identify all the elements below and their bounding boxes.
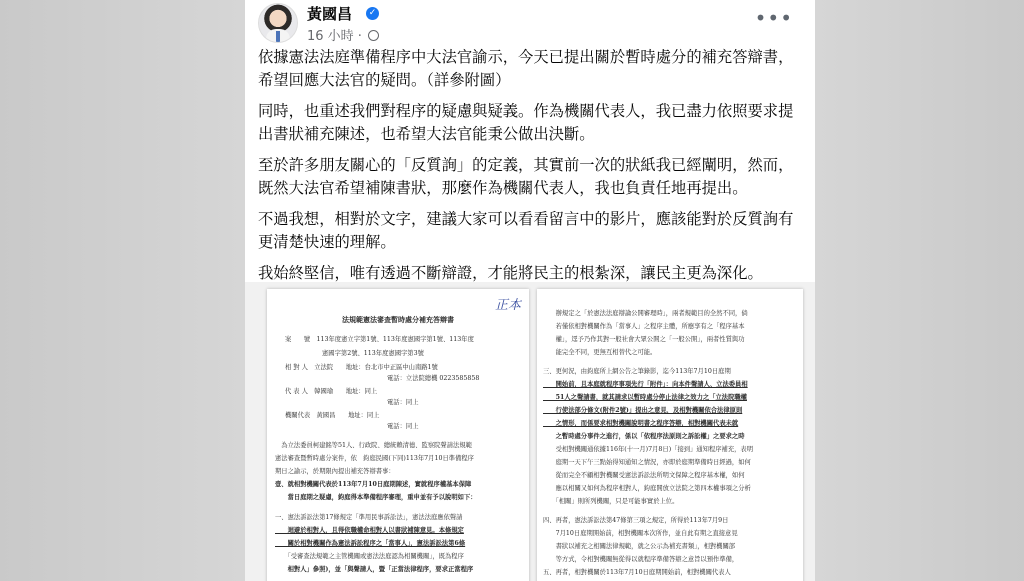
doc-row: 憲國字第2號、113年度憲國字第3號 [322,350,424,357]
doc-line: 7月10日庭期開始前，相對機關本次所作，並自此有期之直接意見 [543,530,738,537]
doc-line: 等方式，令相對機關無從得以就程序準備答辯之意旨以預作準備， [543,556,739,563]
doc-row: 電話：立法院總機 0223585858 [387,375,480,382]
post-text [258,46,803,293]
verified-badge-icon: ✓ [366,7,379,20]
post-paragraph: 同時，也重述我們對程序的疑慮與疑義。作為機關代表人，我已盡力依照要求提出書狀補充陳述，也希望大法官能秉公做出決斷。 [258,102,794,143]
doc-row: 機關代表 黃國昌 地址：同上 [285,412,380,419]
doc-line: 關於相對機關作為憲法訴訟程序之「當事人」，憲法訴訟法第6條 [275,540,466,547]
doc-line: 期日之諭示，於期限內提出補充答辯書事： [275,468,395,475]
avatar[interactable] [258,3,298,43]
doc-line: 憲法審查暨暫時處分案件，依 鈞庭民國(下同)113年7月10日準備程序 [275,455,474,462]
doc-line: 相對人」參照)，並「與聲請人，暨「正當法律程序，要求正當程序 [275,566,474,573]
doc-row: 電話：同上 [387,423,419,430]
post-paragraph: 依據憲法法庭準備程序中大法官諭示，今天已提出關於暫時處分的補充答辯書，希望回應大法官的疑問。（詳參附圖） [258,48,794,89]
doc-line: 開始前，且本庭就程序事項先行「附件」：向本件聲請人、立法委員相 [543,381,748,388]
globe-icon [368,30,379,41]
doc-line: 壹、就相對機關代表於113年7月10日庭期陳述，實就程序權基本保障 [275,481,472,488]
post-time[interactable]: 16 小時 · [307,25,379,44]
doc-line: 迴避於相對人，且得依職權命相對人以書狀補陳意見。本條規定 [275,527,464,534]
doc-row: 案 號 113年度憲立字第1號、113年度憲國字第1號、113年度 [285,336,474,343]
doc-line: 之暫時處分事件之進行，係以「依程序法原則之訴訟權」之要求之時 [543,433,745,440]
doc-line: 辦規定之「於憲法法庭辯論公開審理時」，兩者規範目的全然不同，倘 [543,310,748,317]
post-paragraph: 我始終堅信，唯有透過不斷辯證，才能將民主的根紮深，讓民主更為深化。 [258,264,763,282]
background-left [0,0,245,581]
doc-line: 能完全不同，更無互相替代之可能。 [543,349,657,356]
doc-row: 代 表 人 韓國瑜 地址：同上 [285,388,378,395]
doc-line: 五、再者，相對機關於113年7月10日庭期開始前，相對機關代表人 [543,569,731,576]
doc-line: 當日庭期之疑慮，鈞庭得本準備程序審理，重申並有予以說明如下： [275,494,477,501]
document-title: 法規範憲法審查暫時處分補充答辯書 [342,315,454,324]
doc-line: 三、更何況，由鈞庭所上網公告之筆錄影，迄今113年7月10日庭期 [543,368,731,375]
background-right [814,0,1024,581]
stamp: 正本 [495,298,522,313]
doc-line: 庭期一天下午三點始得知通知之情況，亦即於庭期準備時日經過，如何 [543,459,751,466]
post-paragraph: 不過我想，相對於文字，建議大家可以看看留言中的影片，應該能對於反質詢有更清楚快速的理解。 [258,210,794,251]
doc-line: 應以相關又如何為程序相對人，鈞庭開放立法院之第四本權事項之分析 [543,485,751,492]
doc-row: 電話：同上 [387,399,419,406]
doc-line: 若僅依相對機關作為「當事人」之程序主體，所應享有之「程序基本 [543,323,745,330]
doc-line: 受相對機關通依據116年(十一月)7月8日)「接到」通知程序補充，表明 [543,446,754,453]
document-page-2[interactable] [537,289,803,581]
doc-line: 權」，逕予乃作其對一般社會大眾公開之「一般公開」，兩者性質與功 [543,336,745,343]
doc-line: 之情形，而係要求相對機關說明書之程序答辯，相對機關代表未就 [543,420,739,427]
attached-images[interactable] [245,282,815,581]
doc-row: 相 對 人 立法院 地址：台北市中正區中山南路1號 [285,364,438,371]
doc-line: 行使法部分條文(附件2號)」提出之意見，及相對機關依合法律原則 [543,407,743,414]
doc-line: 四、再者，憲法訴訟法第47條第三項之規定，所得於113年7月9日 [543,517,729,524]
post-header [245,0,815,46]
doc-line: 51人之聲請書，就其請求以暫時處分停止法律之效力之「立法院職權 [543,394,747,401]
post-paragraph: 至於許多朋友關心的「反質詢」的定義，其實前一次的狀紙我已經闡明，然而，既然大法官希望補陳書狀，那麼作為機關代表人，我也負責任地再提出。 [258,156,794,197]
facebook-post [245,0,815,581]
doc-line: 從而完全不顧相對機關受憲法訴訟法所明文保障之程序基本權，如何 [543,472,745,479]
doc-line: 一、憲法訴訟法第17條規定「準用民事訴訟法」，憲法法庭應依聲請 [275,514,463,521]
document-page-1[interactable] [267,289,529,581]
doc-line: 「受審查法規範之主管機關或憲法法庭認為相關機關」，既為程序 [275,553,464,560]
more-options-icon[interactable]: ••• [754,6,793,30]
doc-line: 為立法委員柯建銘等51人、行政院、總統賴清德、監察院聲請法規範 [275,442,472,449]
author-name[interactable]: 黃國昌 [307,5,353,23]
doc-line: 「相關」則所列機關，只是可能事實於上位。 [543,498,679,505]
doc-line: 書狀以補充之相關法律規範，就之公示為補充書類」，相對機關部 [543,543,736,550]
